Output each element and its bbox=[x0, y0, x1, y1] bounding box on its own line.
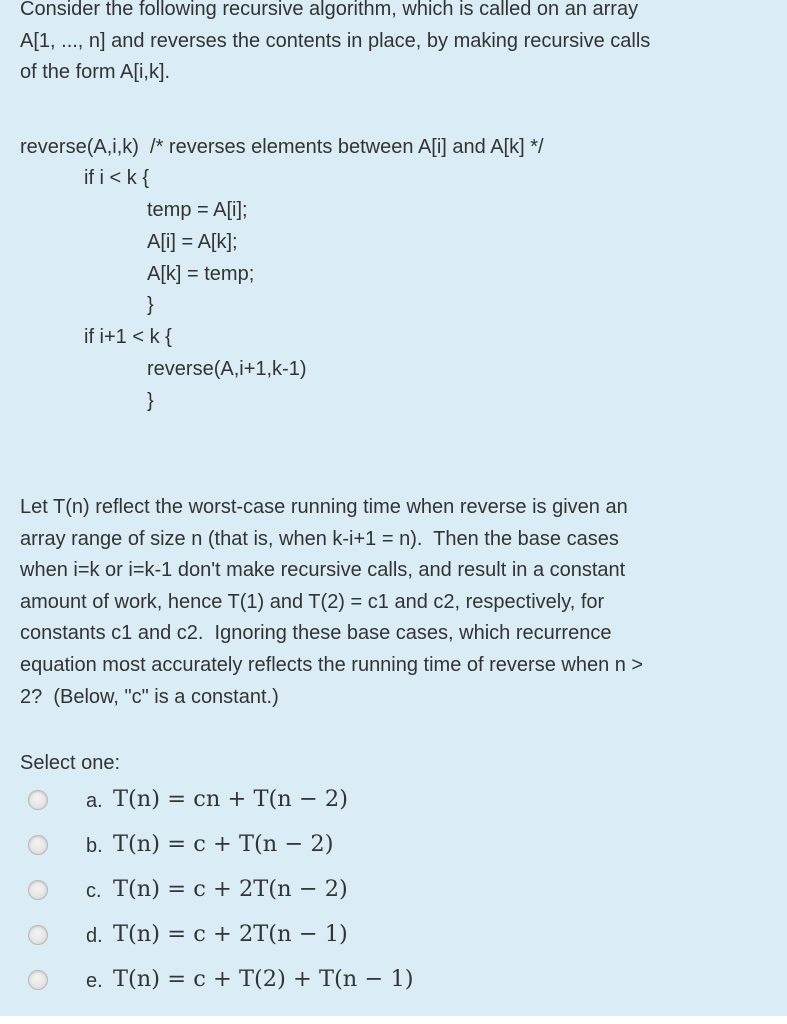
radio-button[interactable] bbox=[28, 925, 48, 945]
code-line: A[k] = temp; bbox=[147, 263, 255, 285]
option-equation: T(n) = c + 2T(n − 2) bbox=[113, 876, 348, 902]
option-equation: T(n) = c + 2T(n − 1) bbox=[113, 921, 348, 947]
select-one-label: Select one: bbox=[20, 752, 121, 774]
option-letter: d. bbox=[86, 925, 103, 947]
code-line: } bbox=[147, 390, 154, 412]
option-letter: c. bbox=[86, 880, 102, 902]
code-line: reverse(A,i,k) /* reverses elements between A[i] and A[k] */ bbox=[20, 136, 544, 158]
option-letter: b. bbox=[86, 835, 103, 857]
option-letter: e. bbox=[86, 970, 103, 992]
answer-option-e[interactable] bbox=[0, 961, 787, 1003]
question-body-line: constants c1 and c2. Ignoring these base cases, which recurrence bbox=[20, 622, 612, 645]
question-body-line: when i=k or i=k-1 don't make recursive calls, and result in a constant bbox=[20, 559, 626, 582]
option-equation: T(n) = cn + T(n − 2) bbox=[113, 786, 348, 812]
code-line: reverse(A,i+1,k-1) bbox=[147, 358, 307, 380]
radio-button[interactable] bbox=[28, 835, 48, 855]
question-intro-line: Consider the following recursive algorithm, which is called on an array bbox=[20, 0, 639, 20]
question-body-line: Let T(n) reflect the worst-case running time when reverse is given an bbox=[20, 496, 628, 518]
radio-button[interactable] bbox=[28, 970, 48, 990]
answer-option-b[interactable] bbox=[0, 826, 787, 868]
option-equation: T(n) = c + T(n − 2) bbox=[113, 831, 334, 857]
question-body-line: equation most accurately reflects the running time of reverse when n > bbox=[20, 654, 644, 676]
question-body-line: amount of work, hence T(1) and T(2) = c1 and c2, respectively, for bbox=[20, 590, 605, 613]
question-body-line: array range of size n (that is, when k-i+1 = n). Then the base cases bbox=[20, 527, 619, 550]
code-line: if i+1 < k { bbox=[84, 326, 172, 348]
radio-button[interactable] bbox=[28, 790, 48, 810]
option-equation: T(n) = c + T(2) + T(n − 1) bbox=[113, 966, 414, 992]
code-line: if i < k { bbox=[84, 167, 150, 189]
code-line: temp = A[i]; bbox=[147, 199, 248, 221]
code-line: } bbox=[147, 294, 154, 316]
code-line: A[i] = A[k]; bbox=[147, 231, 238, 253]
question-body-line: 2? (Below, "c" is a constant.) bbox=[20, 685, 279, 708]
answer-option-d[interactable] bbox=[0, 916, 787, 958]
option-letter: a. bbox=[86, 790, 103, 812]
answer-option-c[interactable] bbox=[0, 871, 787, 913]
question-intro-line: of the form A[i,k]. bbox=[20, 61, 171, 84]
answer-option-a[interactable] bbox=[0, 781, 787, 823]
radio-button[interactable] bbox=[28, 880, 48, 900]
question-intro-line: A[1, ..., n] and reverses the contents in place, by making recursive calls bbox=[20, 29, 651, 52]
